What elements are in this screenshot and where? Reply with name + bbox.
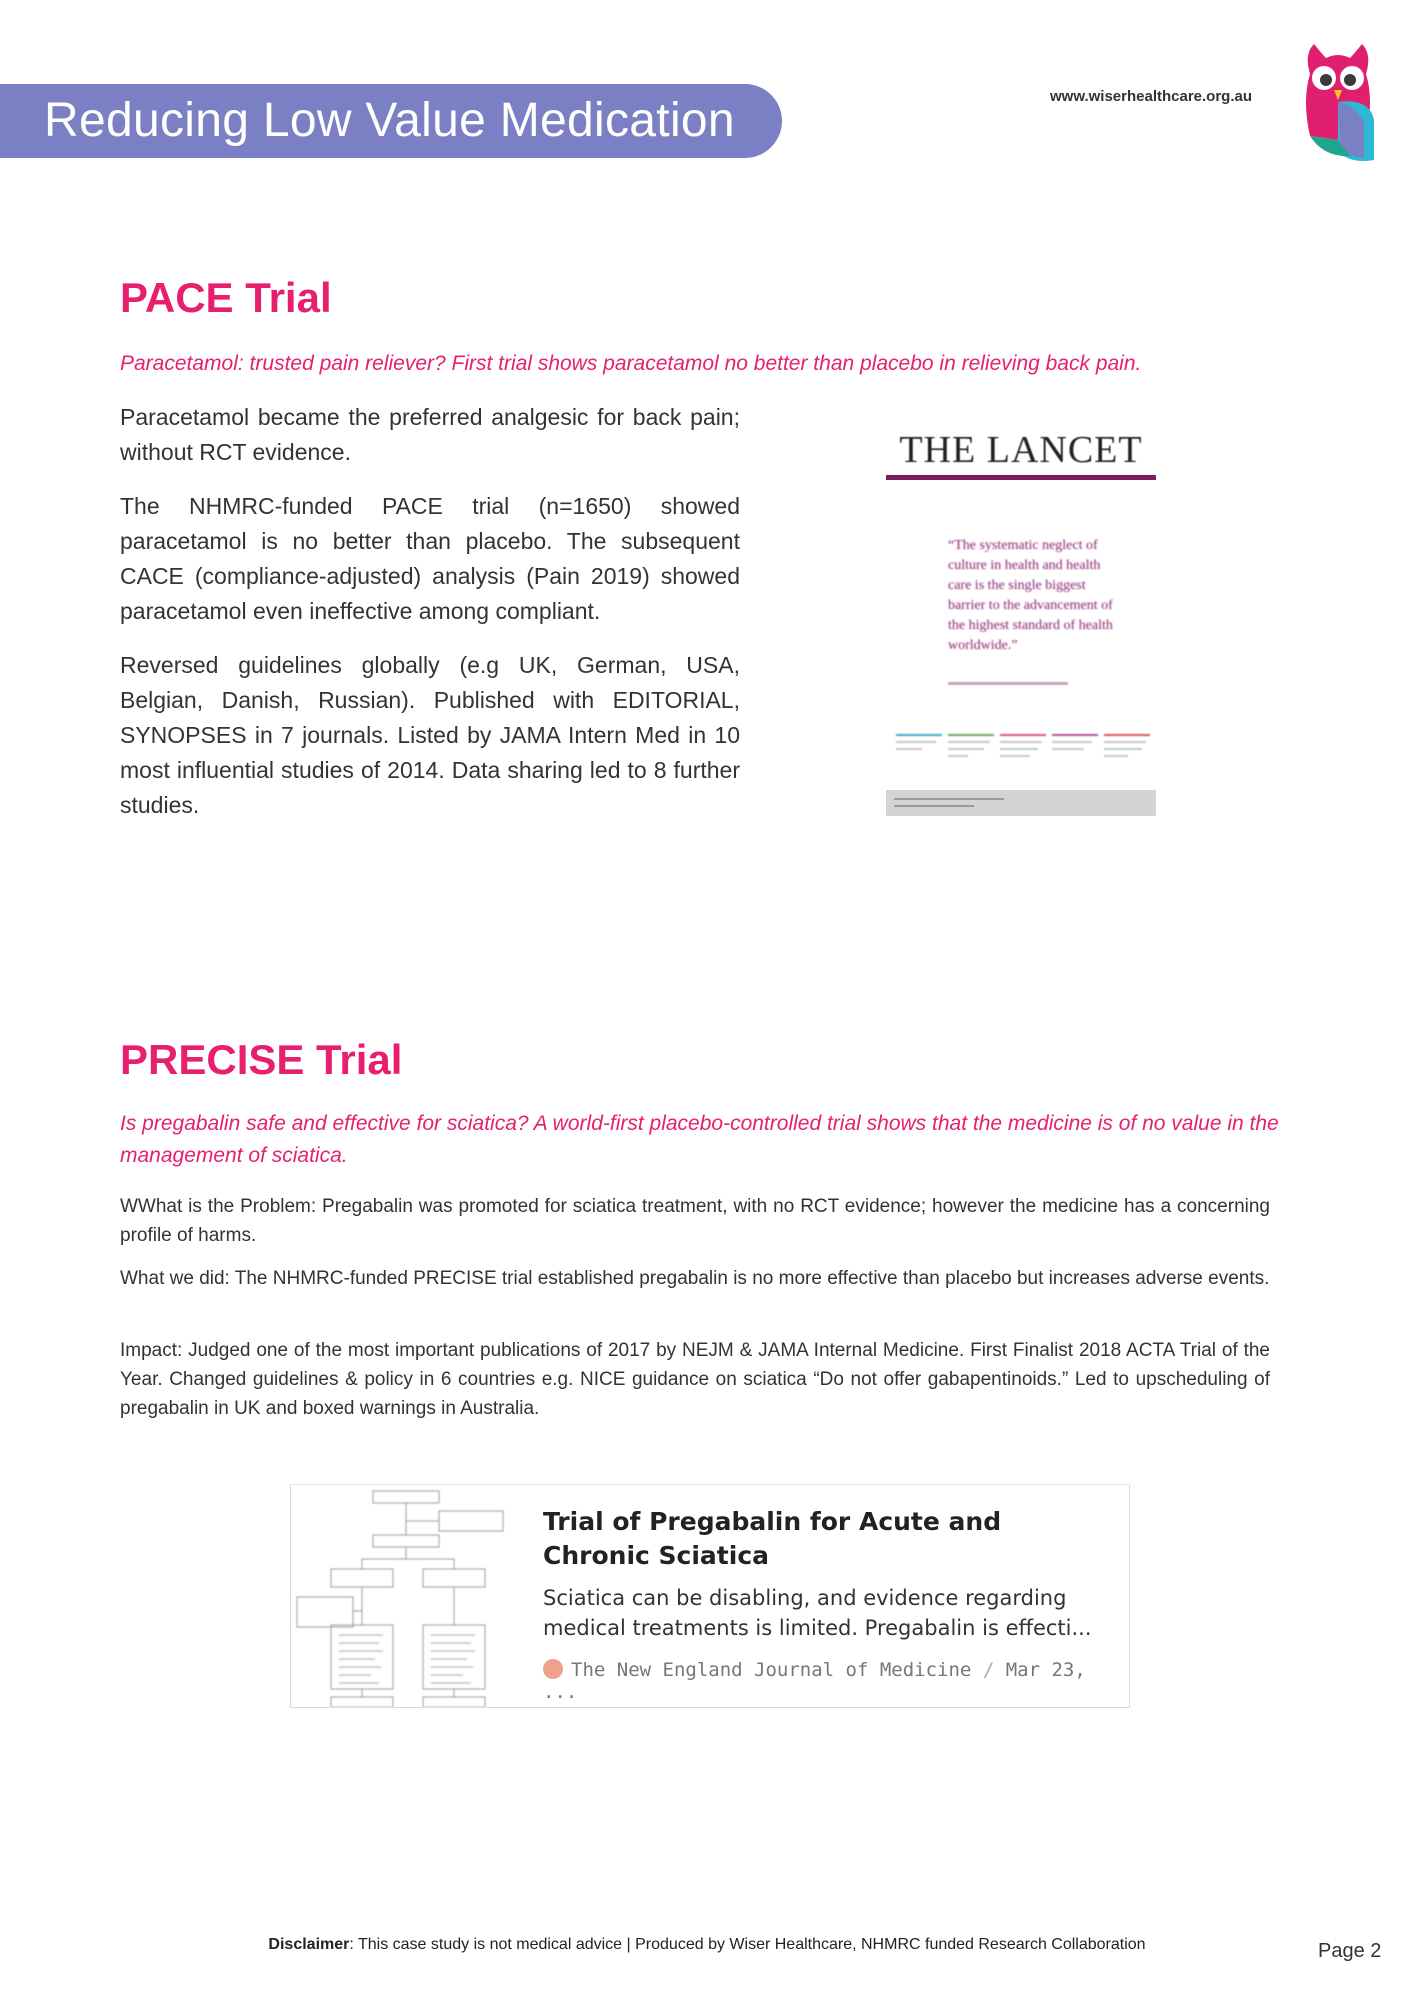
disclaimer-text: : This case study is not medical advice | Produced by Wiser Healthcare, NHMRC funded Research Collaboration — [349, 1936, 1146, 1953]
nejm-source-name: The New England Journal of Medicine — [571, 1659, 972, 1681]
pace-trial-subtitle: Paracetamol: trusted pain reliever? First trial shows paracetamol no better than placebo in relieving back pain. — [120, 352, 1142, 375]
lancet-contents-columns — [886, 734, 1156, 784]
precise-trial-subtitle: Is pregabalin safe and effective for sciatica? A world-first placebo-controlled trial shows that the medicine is of no value in the management of sciatica. — [120, 1112, 1279, 1167]
nejm-article-title[interactable]: Trial of Pregabalin for Acute and Chronic Sciatica — [543, 1507, 1002, 1570]
lancet-masthead: THE LANCET — [899, 429, 1143, 471]
nejm-article-card[interactable] — [290, 1484, 1130, 1708]
disclaimer-label: Disclaimer — [268, 1936, 350, 1953]
pace-trial-heading: PACE Trial — [120, 274, 332, 321]
disclaimer — [0, 1936, 1414, 1954]
pace-paragraph: Reversed guidelines globally (e.g UK, German, USA, Belgian, Danish, Russian). Published with EDITORIAL, SYNOPSES in 7 journals. Listed by JAMA Intern Med in 10 most influential studies of 2014. Data sharing led to 8 further studies. — [120, 652, 740, 818]
header-banner — [0, 84, 782, 158]
nejm-source-separator: / — [982, 1659, 995, 1681]
page-title: Reducing Low Value Medication — [44, 94, 735, 147]
lancet-cover-quote: “The systematic neglect of culture in health and health care is the single biggest barrier to the advancement of the highest standard of health worldwide.” — [948, 538, 1113, 653]
lancet-cover-image — [886, 424, 1156, 816]
owl-logo-icon — [1300, 40, 1376, 164]
lancet-cover-footer — [886, 790, 1156, 816]
pace-paragraph: Paracetamol became the preferred analgesic for back pain; without RCT evidence. — [120, 404, 740, 465]
website-url[interactable]: www.wiserhealthcare.org.au — [1050, 88, 1253, 105]
nejm-icon — [543, 1659, 563, 1679]
precise-problem-text: WWhat is the Problem: Pregabalin was promoted for sciatica treatment, with no RCT evidence; however the medicine has a concerning profile of harms. — [120, 1196, 1270, 1246]
consort-flow-diagram — [291, 1485, 517, 1707]
page-number: Page 2 — [1318, 1940, 1382, 1962]
nejm-article-date: Mar 23, ... — [543, 1659, 1086, 1703]
nejm-article-description: Sciatica can be disabling, and evidence regarding medical treatments is limited. Pregabalin is effecti... — [543, 1586, 1092, 1640]
pace-trial-body — [120, 400, 740, 842]
lancet-quote-attribution — [948, 682, 1068, 685]
nejm-article-source — [543, 1659, 1129, 1703]
lancet-masthead-rule — [886, 475, 1156, 480]
precise-trial-heading: PRECISE Trial — [120, 1036, 403, 1083]
precise-impact-text: Impact: Judged one of the most important publications of 2017 by NEJM & JAMA Internal Medicine. First Finalist 2018 ACTA Trial of the Year. Changed guidelines & policy in 6 countries e.g. NICE guidance on sciatica “Do not offer gabapentinoids.” Led to upscheduling of pregabalin in UK and boxed warnings in Australia. — [120, 1340, 1270, 1419]
precise-what-we-did-text: What we did: The NHMRC-funded PRECISE trial established pregabalin is no more effective than placebo but increases adverse events. — [120, 1268, 1270, 1289]
pace-paragraph: The NHMRC-funded PACE trial (n=1650) showed paracetamol is no better than placebo. The subsequent CACE (compliance-adjusted) analysis (Pain 2019) showed paracetamol even ineffective among compliant. — [120, 493, 740, 624]
